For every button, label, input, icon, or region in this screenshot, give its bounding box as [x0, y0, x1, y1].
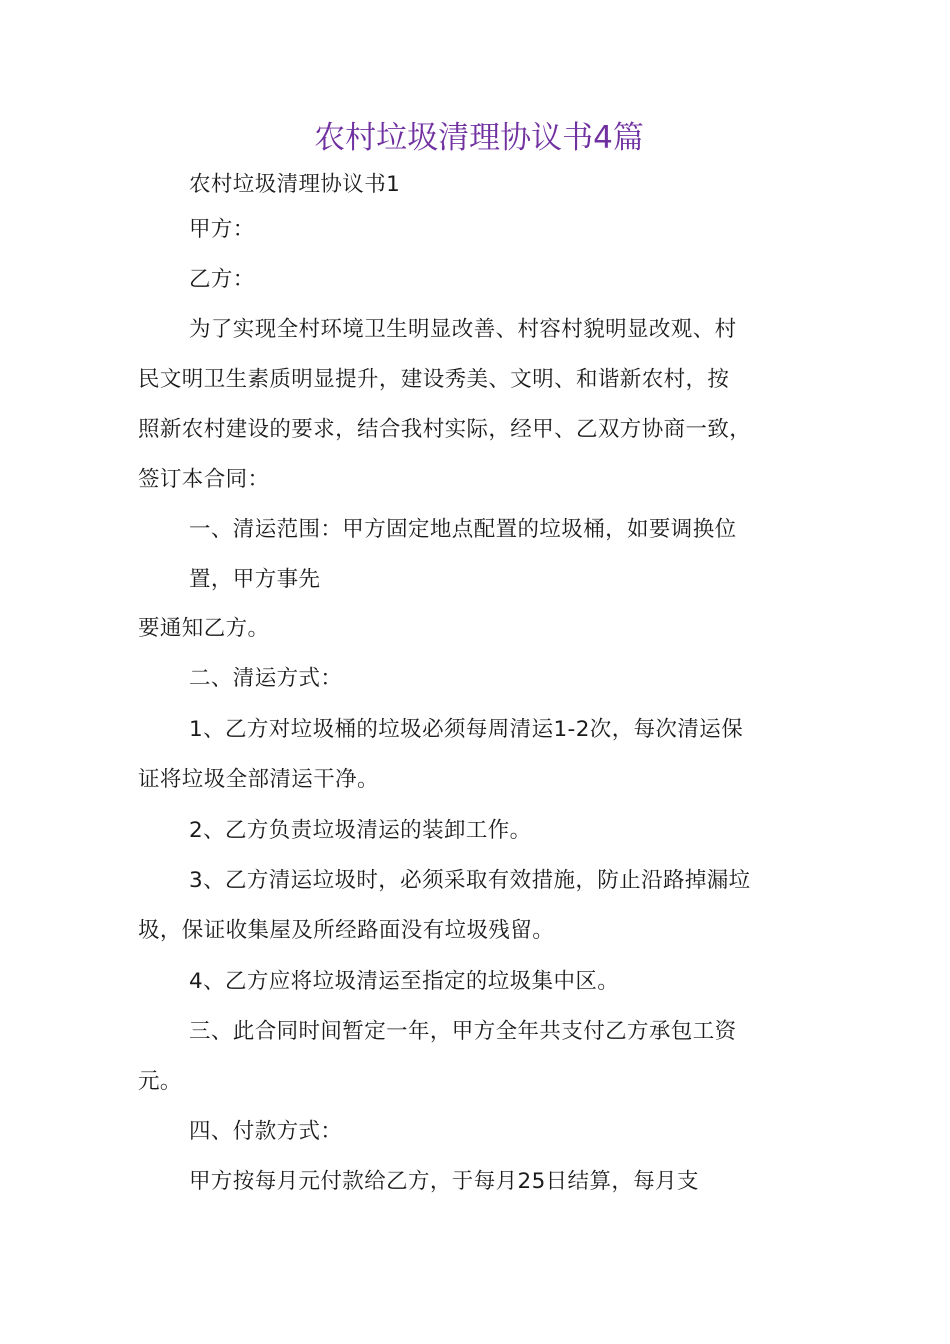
paragraph-line: 三、此合同时间暂定一年，甲方全年共支付乙方承包工资	[189, 1019, 737, 1044]
paragraph-line: 证将垃圾全部清运干净。	[138, 767, 379, 792]
paragraph-line: 置，甲方事先	[189, 567, 321, 592]
document-title: 农村垃圾清理协议书4篇	[314, 120, 644, 156]
paragraph-line: 为了实现全村环境卫生明显改善、村容村貌明显改观、村	[189, 317, 737, 342]
party-b-label: 乙方：	[189, 267, 255, 292]
paragraph-line: 甲方按每月元付款给乙方，于每月25日结算，每月支	[189, 1169, 699, 1194]
paragraph-line: 民文明卫生素质明显提升，建设秀美、文明、和谐新农村，按	[138, 367, 730, 392]
paragraph-line: 四、付款方式：	[189, 1119, 343, 1144]
paragraph-line: 一、清运范围：甲方固定地点配置的垃圾桶，如要调换位	[189, 517, 737, 542]
paragraph-line: 要通知乙方。	[138, 616, 270, 641]
paragraph-line: 元。	[138, 1069, 182, 1094]
paragraph-line: 二、清运方式：	[189, 666, 343, 691]
paragraph-line: 签订本合同：	[138, 467, 270, 492]
paragraph-line: 圾，保证收集屋及所经路面没有垃圾残留。	[138, 918, 555, 943]
section-heading: 农村垃圾清理协议书1	[189, 172, 401, 197]
paragraph-line: 4、乙方应将垃圾清运至指定的垃圾集中区。	[189, 969, 620, 994]
paragraph-line: 2、乙方负责垃圾清运的装卸工作。	[189, 818, 532, 843]
paragraph-line: 1、乙方对垃圾桶的垃圾必须每周清运1-2次，每次清运保	[189, 717, 744, 742]
party-a-label: 甲方：	[189, 217, 255, 242]
paragraph-line: 3、乙方清运垃圾时，必须采取有效措施，防止沿路掉漏垃	[189, 868, 751, 893]
paragraph-line: 照新农村建设的要求，结合我村实际，经甲、乙双方协商一致，	[138, 417, 752, 442]
